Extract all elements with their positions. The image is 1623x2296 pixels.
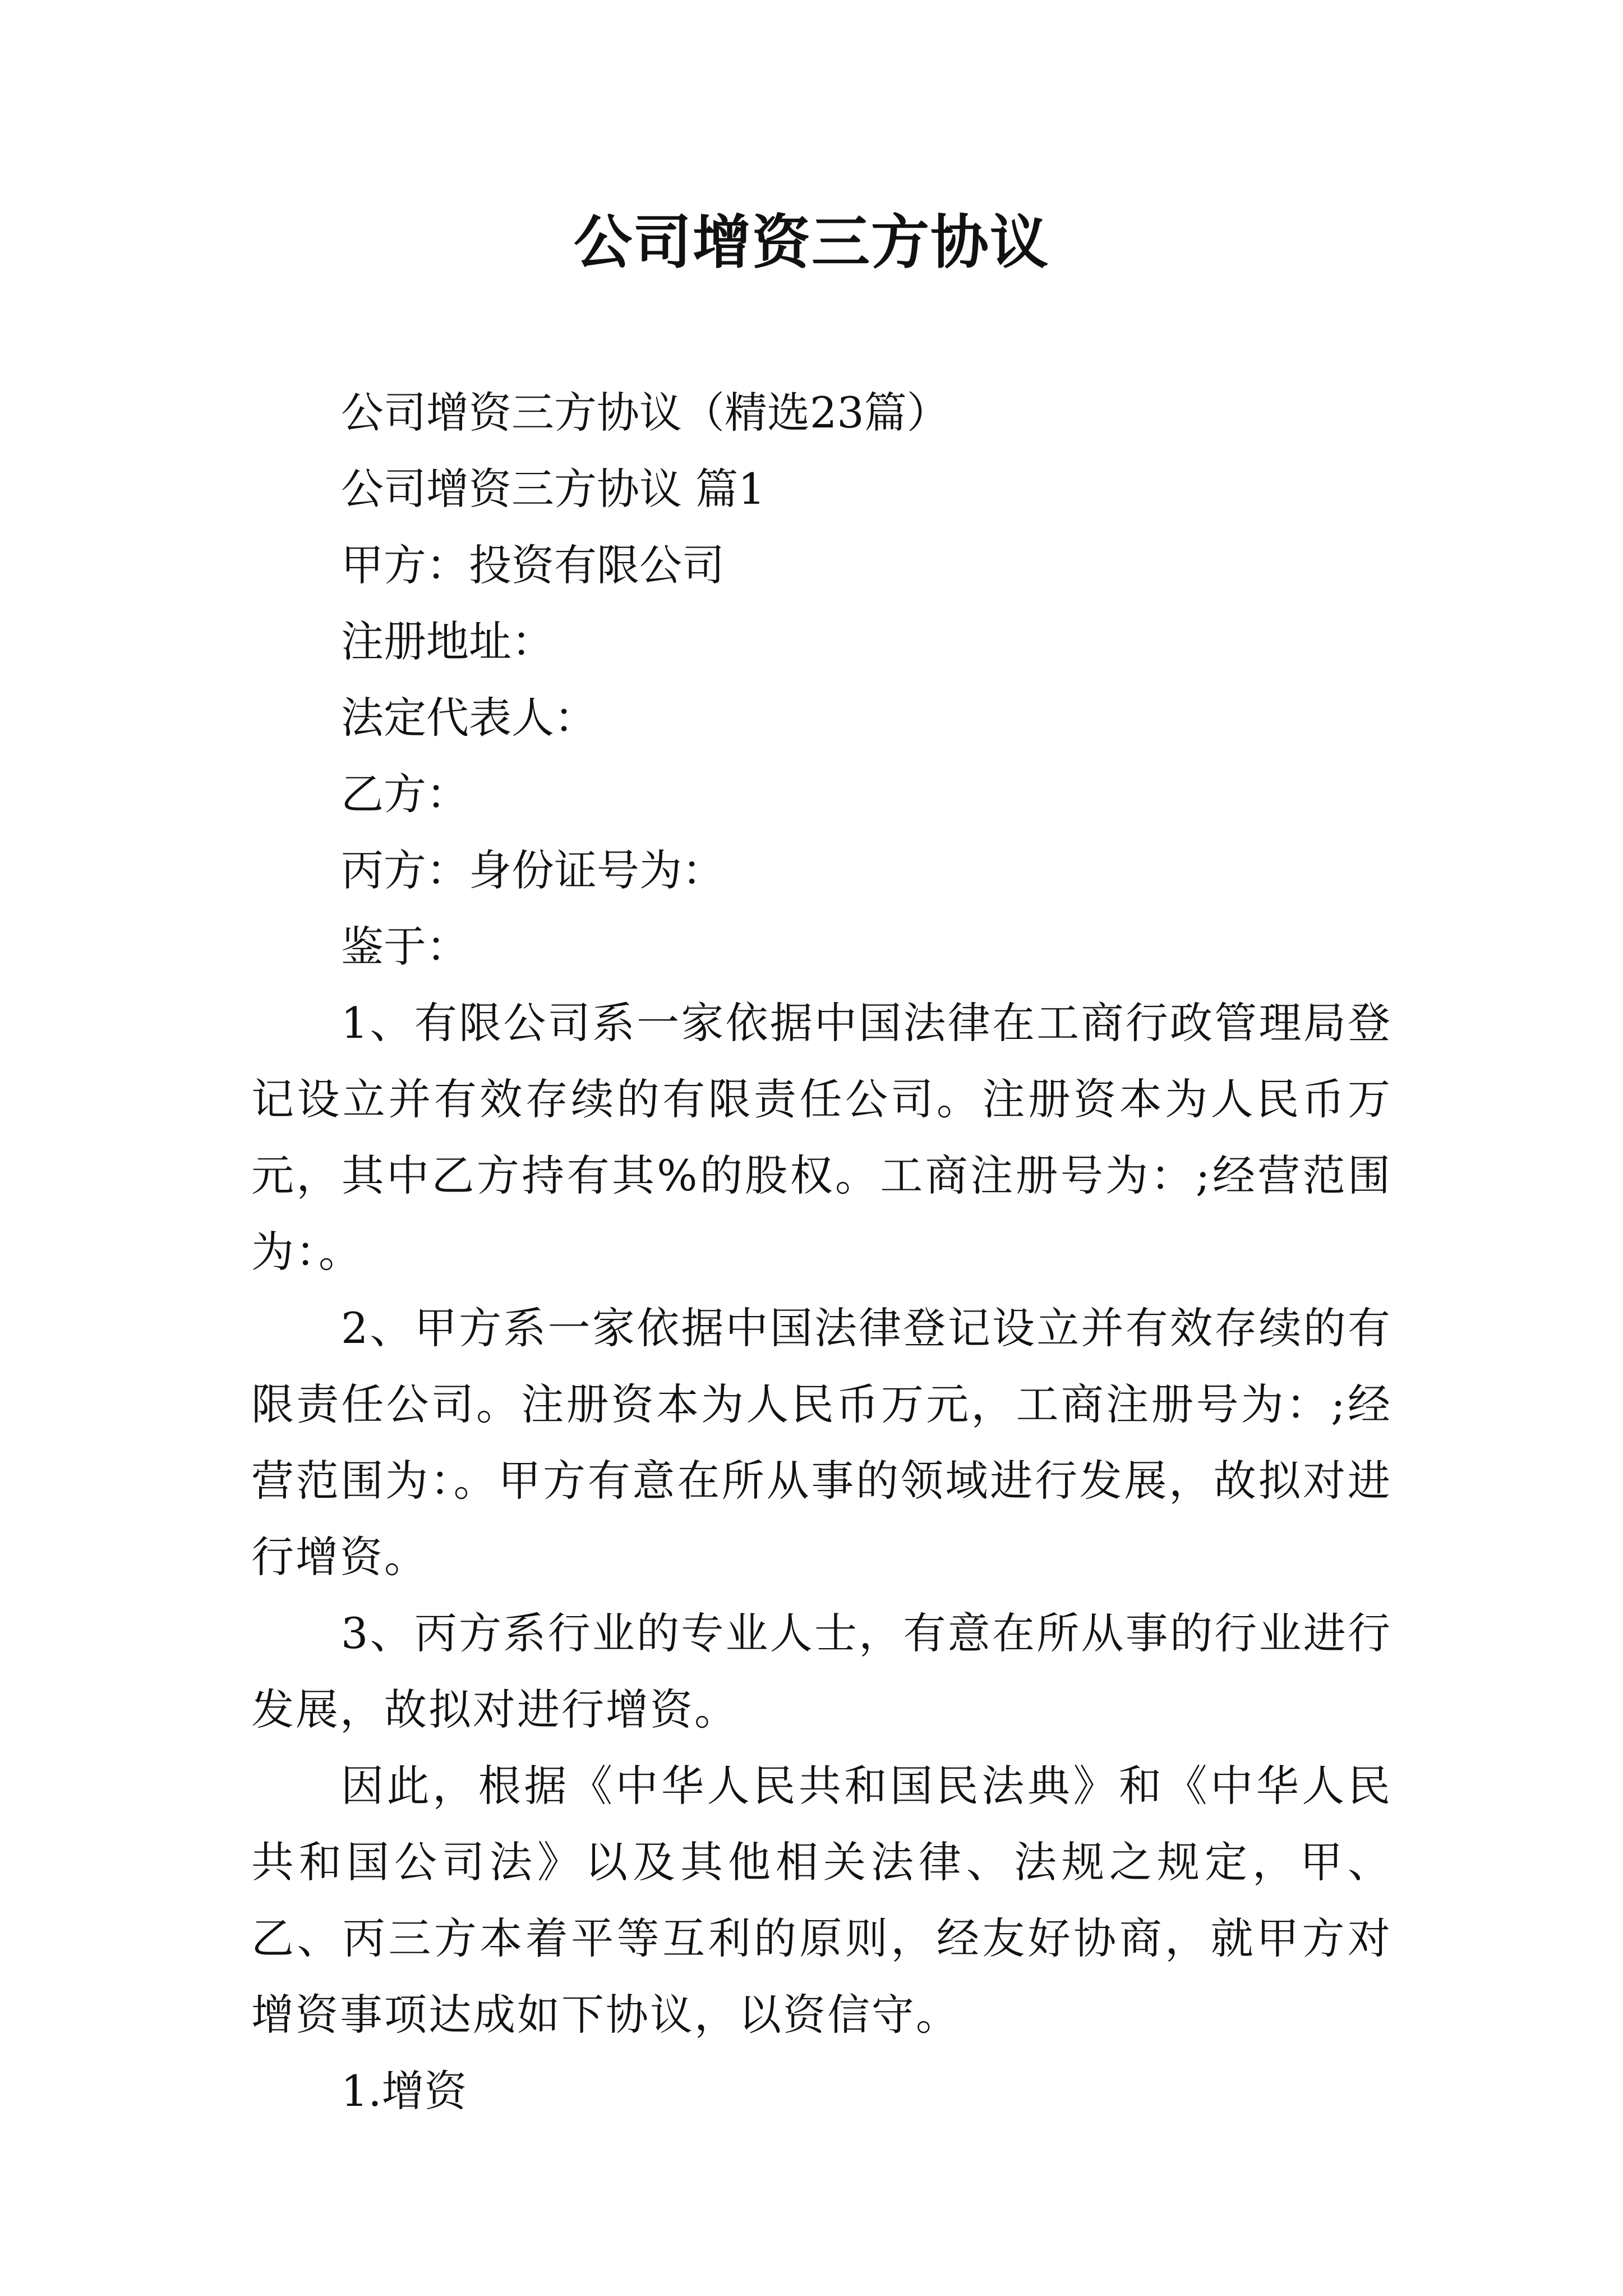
party-b-line: 乙方：: [341, 769, 469, 819]
basis-paragraph: 因此，根据《中华人民共和国民法典》和《中华人民共和国公司法》以及其他相关法律、法规之规定，甲、乙、丙三方本着平等互利的原则，经友好协商，就甲方对增资事项达成如下协议，以资信守。: [251, 1761, 1392, 2040]
document-title: 公司增资三方协议: [573, 208, 1049, 277]
registered-address-line: 注册地址：: [341, 616, 554, 666]
whereas-line: 鉴于：: [341, 922, 469, 972]
section-title-line: 公司增资三方协议 篇1: [341, 464, 766, 514]
party-c-line: 丙方：身份证号为：: [341, 845, 725, 895]
section-heading: 1.增资: [341, 2066, 467, 2116]
document-body: [251, 375, 1392, 2129]
clause-paragraph-1: 1、有限公司系一家依据中国法律在工商行政管理局登记设立并有效存续的有限责任公司。注册资本为人民币万元，其中乙方持有其%的股权。工商注册号为：;经营范围为：。: [251, 998, 1392, 1277]
clause-paragraph-3: 3、丙方系行业的专业人士，有意在所从事的行业进行发展，故拟对进行增资。: [251, 1608, 1392, 1734]
subtitle-line: 公司增资三方协议（精选23篇）: [341, 388, 949, 438]
clause-paragraph-2: 2、甲方系一家依据中国法律登记设立并有效存续的有限责任公司。注册资本为人民币万元，工商注册号为：;经营范围为：。甲方有意在所从事的领域进行发展，故拟对进行增资。: [251, 1303, 1392, 1582]
party-a-line: 甲方：投资有限公司: [341, 540, 725, 590]
legal-representative-line: 法定代表人：: [341, 693, 597, 743]
